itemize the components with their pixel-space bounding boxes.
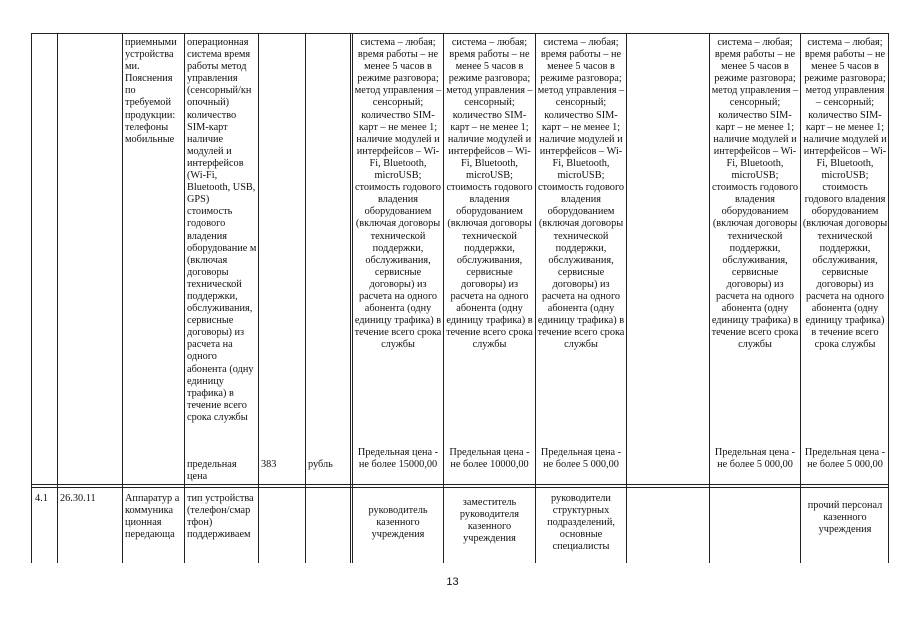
- unit-name-cell: рубль: [308, 459, 333, 470]
- spec-value-cell: система – любая; время работы – не менее 5 часов в режиме разговора; метод управления – сенсорный; количество SIM-карт – не менее 1; наличие модулей и интерфейсов – Wi-Fi, Bluetooth, microUSB; стоимость годового владения оборудованием (включая договоры технической поддержки, обслуживания, сервисные договоры) из расчета на одного абонента (одну единицу трафика) в течение всего срока службы: [711, 37, 799, 351]
- price-cell: Предельная цена - не более 5 000,00: [804, 447, 886, 471]
- product-name-cell: Аппаратур а коммуника ционная передающа: [125, 493, 180, 541]
- page-number: 13: [446, 576, 459, 588]
- spec-value-cell: система – любая; время работы – не менее 5 часов в режиме разговора; метод управления – сенсорный; количество SIM-карт – не менее 1; наличие модулей и интерфейсов – Wi-Fi, Bluetooth, microUSB; стоимость годового владения оборудованием (включая договоры технической поддержки, обслуживания, сервисные договоры) из расчета на одного абонента (одну единицу трафика) в течение всего срока службы: [354, 37, 442, 351]
- position-category-cell: руководитель казенного учреждения: [368, 505, 428, 541]
- price-cell: Предельная цена - не более 5 000,00: [714, 447, 796, 471]
- price-cell: Предельная цена - не более 10000,00: [449, 447, 530, 471]
- position-category-cell: руководители структурных подразделений, основные специалисты: [547, 493, 615, 553]
- spec-value-cell: система – любая; время работы – не менее 5 часов в режиме разговора; метод управления – сенсорный; количество SIM-карт – не менее 1; наличие модулей и интерфейсов – Wi-Fi, Bluetooth, microUSB; стоимость годового владения оборудованием (включая договоры технической поддержки, обслуживания, сервисные договоры) из расчета на одного абонента (одну единицу трафика) в течение всего срока службы: [802, 37, 888, 351]
- table-border: [31, 33, 889, 34]
- characteristics-cell: операционная система время работы метод управления (сенсорный/кн опочный) количество SIM-карт наличие модулей и интерфейсов (Wi-Fi, Bluetooth, USB, GPS) стоимость годового владения оборудование м (включая договоры технической поддержки, обслуживания, сервисные договоры) из расчета на одного абонента (одну единицу трафика) в течение всего срока службы: [187, 37, 257, 423]
- okpd-code-cell: 26.30.11: [60, 493, 96, 504]
- position-category-cell: прочий персонал казенного учреждения: [807, 500, 883, 536]
- position-category-cell: заместитель руководителя казенного учреждения: [459, 497, 520, 545]
- unit-code-cell: 383: [261, 459, 277, 470]
- table-border: [31, 484, 889, 485]
- product-description-cell: приемными устройства ми. Пояснения по требуемой продукции: телефоны мобильные: [125, 37, 177, 145]
- characteristics-cell: тип устройства (телефон/смар тфон) поддерживаем: [187, 493, 254, 541]
- row-number-cell: 4.1: [35, 493, 48, 504]
- spec-value-cell: система – любая; время работы – не менее 5 часов в режиме разговора; метод управления – сенсорный; количество SIM-карт – не менее 1; наличие модулей и интерфейсов – Wi-Fi, Bluetooth, microUSB; стоимость годового владения оборудованием (включая договоры технической поддержки, обслуживания, сервисные договоры) из расчета на одного абонента (одну единицу трафика) в течение всего срока службы: [446, 37, 533, 351]
- table-border: [31, 487, 889, 488]
- spec-value-cell: система – любая; время работы – не менее 5 часов в режиме разговора; метод управления – сенсорный; количество SIM-карт – не менее 1; наличие модулей и интерфейсов – Wi-Fi, Bluetooth, microUSB; стоимость годового владения оборудованием (включая договоры технической поддержки, обслуживания, сервисные договоры) из расчета на одного абонента (одну единицу трафика) в течение всего срока службы: [537, 37, 625, 351]
- price-cell: Предельная цена - не более 15000,00: [357, 447, 439, 471]
- price-label-cell: предельная цена: [187, 459, 237, 483]
- price-cell: Предельная цена - не более 5 000,00: [540, 447, 622, 471]
